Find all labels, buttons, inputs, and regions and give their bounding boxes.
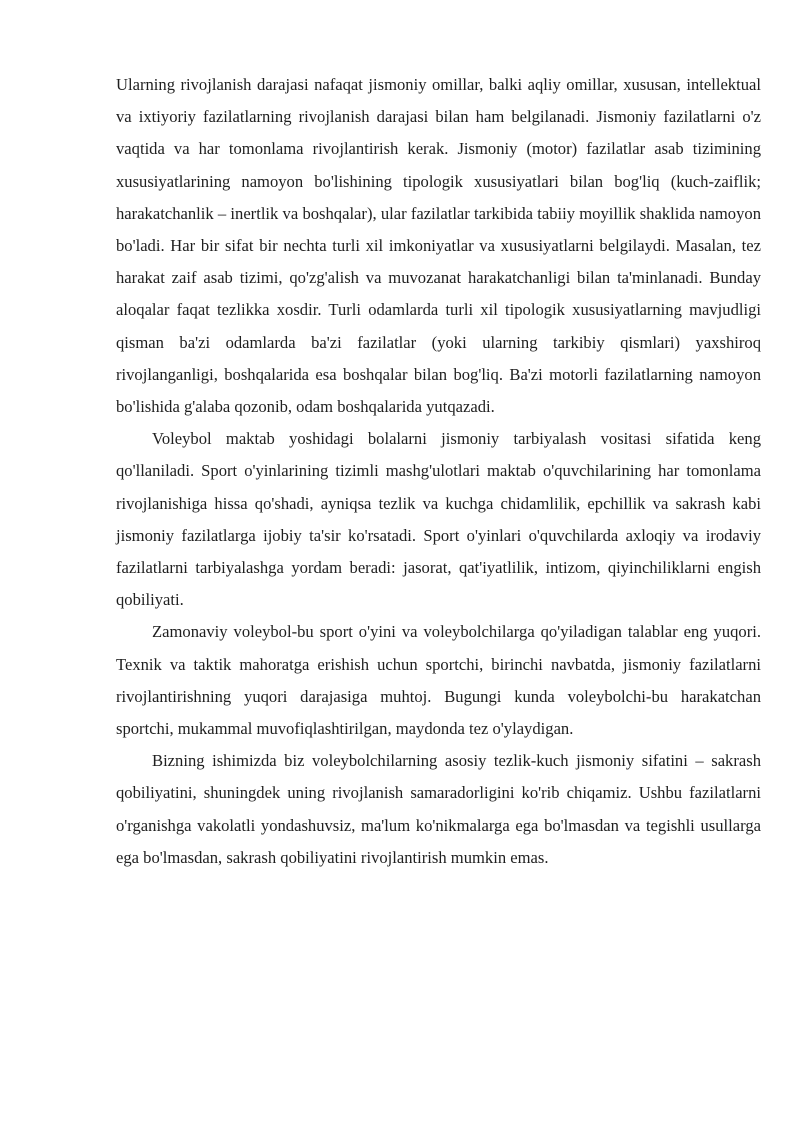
paragraph-2: Voleybol maktab yoshidagi bolalarni jismoniy tarbiyalash vositasi sifatida keng qo'llaniladi. Sport o'yinlarining tizimli mashg'ulotlari maktab o'quvchilarining har tomonlama rivojlanishiga hissa qo'shadi, ayniqsa tezlik va kuchga chidamlilik, epchillik va sakrash kabi jismoniy fazilatlarga ijobiy ta'sir ko'rsatadi. Sport o'yinlari o'quvchilarda axloqiy va irodaviy fazilatlarni tarbiyalashga yordam beradi: jasorat, qat'iyatlilik, intizom, qiyinchiliklarni engish qobiliyati. (116, 429, 761, 610)
paragraph-4: Bizning ishimizda biz voleybolchilarning asosiy tezlik-kuch jismoniy sifatini – sakrash qobiliyatini, shuningdek uning rivojlanish samaradorligini ko'rib chiqamiz. Ushbu fazilatlarni o'rganishga vakolatli yondashuvsiz, ma'lum ko'nikmalarga ega bo'lmasdan va tegishli usullarga ega bo'lmasdan, sakrash qobiliyatini rivojlantirish mumkin emas. (116, 751, 761, 867)
paragraph-1: Ularning rivojlanish darajasi nafaqat jismoniy omillar, balki aqliy omillar, xususan, intellektual va ixtiyoriy fazilatlarning rivojlanish darajasi bilan ham belgilanadi. Jismoniy fazilatlarni o'z vaqtida va har tomonlama rivojlantirish kerak. Jismoniy (motor) fazilatlar asab tizimining xususiyatlarining namoyon bo'lishining tipologik xususiyatlari bilan bog'liq (kuch-zaiflik; harakatchanlik – inertlik va boshqalar), ular fazilatlar tarkibida tabiiy moyillik shaklida namoyon bo'ladi. Har bir sifat bir nechta turli xil imkoniyatlar va xususiyatlarni belgilaydi. Masalan, tez harakat zaif asab tizimi, qo'zg'alish va muvozanat harakatchanligi bilan ta'minlanadi. Bunday aloqalar faqat tezlikka xosdir. Turli odamlarda turli xil tipologik xususiyatlarning mavjudligi qisman ba'zi odamlarda ba'zi fazilatlar (yoki ularning tarkibiy qismlari) yaxshiroq rivojlanganligi, boshqalarida esa boshqalar bilan bog'liq. Ba'zi motorli fazilatlarning namoyon bo'lishida g'alaba qozonib, odam boshqalarida yutqazadi. (116, 75, 761, 417)
paragraph-3: Zamonaviy voleybol-bu sport o'yini va voleybolchilarga qo'yiladigan talablar eng yuqori. Texnik va taktik mahoratga erishish uchun sportchi, birinchi navbatda, jismoniy fazilatlarni rivojlantirishning yuqori darajasiga muhtoj. Bugungi kunda voleybolchi-bu harakatchan sportchi, mukammal muvofiqlashtirilgan, maydonda tez o'ylaydigan. (116, 622, 761, 739)
document-body (116, 69, 761, 874)
